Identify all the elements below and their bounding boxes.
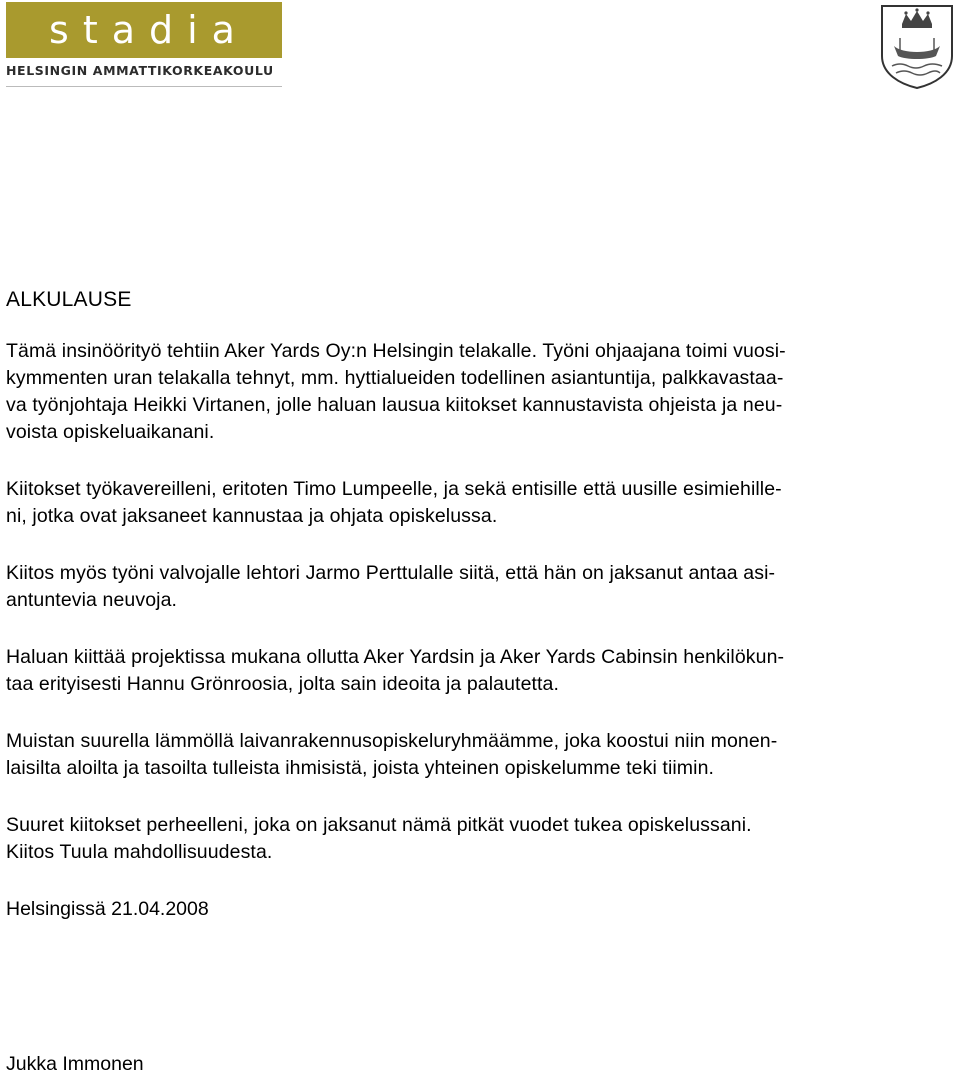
paragraph-line: voista opiskeluaikanani. bbox=[6, 421, 215, 443]
paragraph-line: Kiitos myös työni valvojalle lehtori Jarmo Perttulalle siitä, että hän on jaksanut antaa asi- bbox=[6, 562, 776, 584]
paragraph-5 bbox=[6, 728, 956, 782]
paragraph-line: kymmenten uran telakalla tehnyt, mm. hyttialueiden todellinen asiantuntija, palkkavastaa- bbox=[6, 367, 784, 389]
place-and-date: Helsingissä 21.04.2008 bbox=[6, 898, 209, 920]
paragraph-line: va työnjohtaja Heikki Virtanen, jolle haluan lausua kiitokset kannustavista ohjeista ja neu- bbox=[6, 394, 783, 416]
logo-divider bbox=[6, 86, 282, 87]
paragraph-line: Suuret kiitokset perheelleni, joka on jaksanut nämä pitkät vuodet tukea opiskelussani. bbox=[6, 814, 752, 836]
logo-subtitle: HELSINGIN AMMATTIKORKEAKOULU bbox=[6, 63, 274, 78]
document-heading: ALKULAUSE bbox=[6, 288, 132, 311]
paragraph-line: Kiitos Tuula mahdollisuudesta. bbox=[6, 841, 273, 863]
acknowledgements-document bbox=[6, 286, 956, 923]
paragraph-line: Kiitokset työkavereilleni, eritoten Timo Lumpeelle, ja sekä entisille että uusille esimiehille- bbox=[6, 478, 782, 500]
paragraph-2 bbox=[6, 476, 956, 530]
author-signature: Jukka Immonen bbox=[6, 1053, 144, 1075]
paragraph-3 bbox=[6, 560, 956, 614]
paragraph-line: Tämä insinöörityö tehtiin Aker Yards Oy:n Helsingin telakalle. Työni ohjaajana toimi vuosi- bbox=[6, 340, 786, 362]
paragraph-line: Muistan suurella lämmöllä laivanrakennusopiskeluryhmäämme, joka koostui niin monen- bbox=[6, 730, 778, 752]
paragraph-6 bbox=[6, 812, 956, 866]
paragraph-line: ni, jotka ovat jaksaneet kannustaa ja ohjata opiskelussa. bbox=[6, 505, 498, 527]
logo-wordmark: stadia bbox=[49, 8, 249, 52]
paragraph-4 bbox=[6, 644, 956, 698]
paragraph-line: laisilta aloilta ja tasoilta tulleista ihmisistä, joista yhteinen opiskelumme teki tiimin. bbox=[6, 757, 715, 779]
stadia-logo bbox=[6, 2, 282, 58]
paragraph-line: antuntevia neuvoja. bbox=[6, 589, 178, 611]
paragraph-1 bbox=[6, 338, 956, 446]
paragraph-line: Haluan kiittää projektissa mukana ollutta Aker Yardsin ja Aker Yards Cabinsin henkilökun- bbox=[6, 646, 785, 668]
helsinki-coat-of-arms-icon bbox=[878, 2, 956, 90]
paragraph-line: taa erityisesti Hannu Grönroosia, jolta sain ideoita ja palautetta. bbox=[6, 673, 560, 695]
